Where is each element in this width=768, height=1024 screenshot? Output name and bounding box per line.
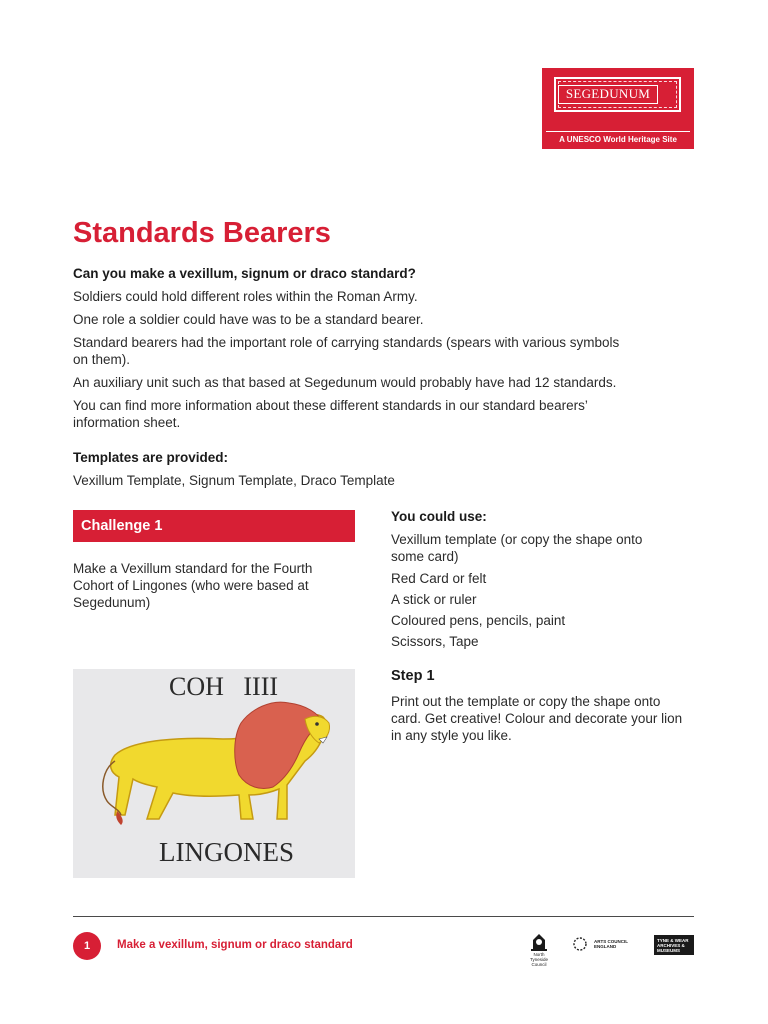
materials-heading: You could use: [391, 509, 487, 524]
templates-heading: Templates are provided: [73, 450, 229, 465]
tyne-wear-museums-logo [654, 935, 694, 955]
photo-bottom-text: LINGONES [159, 837, 294, 867]
intro-paragraph: You can find more information about these different standards in our standard bearers’ information sheet. [73, 398, 588, 430]
step1-heading: Step 1 [391, 668, 435, 684]
photo-top-text: COH IIII [169, 672, 279, 701]
footer-divider [73, 916, 694, 917]
partner-name: TYNE & WEAR ARCHIVES & MUSEUMS [657, 938, 689, 953]
arts-council-logo [572, 936, 636, 954]
partner-name: ARTS COUNCIL ENGLAND [594, 939, 628, 949]
challenge-label: Challenge 1 [81, 518, 163, 534]
templates-list: Vexillum Template, Signum Template, Draco Template [73, 473, 395, 488]
challenge-text: Make a Vexillum standard for the Fourth Cohort of Lingones (who were based at Segedunum) [73, 561, 313, 610]
materials-item: A stick or ruler [391, 592, 477, 607]
intro-question: Can you make a vexillum, signum or draco standard? [73, 266, 416, 281]
logo-name: SEGEDUNUM [558, 85, 658, 104]
north-tyneside-council-logo [524, 932, 554, 967]
logo-tagline: A UNESCO World Heritage Site [559, 135, 677, 144]
materials-item: Coloured pens, pencils, paint [391, 613, 566, 628]
page-number: 1 [73, 932, 101, 960]
intro-paragraph: One role a soldier could have was to be a standard bearer. [73, 312, 424, 327]
partner-name: North Tyneside Council [529, 952, 548, 967]
materials-item: Vexillum template (or copy the shape onto some card) [391, 532, 643, 564]
page-title: Standards Bearers [73, 217, 331, 249]
intro-paragraph: Soldiers could hold different roles within the Roman Army. [73, 289, 418, 304]
challenge-banner [73, 510, 355, 542]
lion-vexillum-photo [73, 669, 355, 878]
intro-paragraph: Standard bearers had the important role of carrying standards (spears with various symbols on them). [73, 335, 620, 367]
intro-paragraph: An auxiliary unit such as that based at Segedunum would probably have had 12 standards. [73, 375, 617, 390]
materials-item: Red Card or felt [391, 571, 487, 586]
step1-text: Print out the template or copy the shape onto card. Get creative! Colour and decorate your lion in any style you like. [391, 694, 683, 743]
logo-divider [546, 131, 690, 132]
materials-item: Scissors, Tape [391, 634, 479, 649]
footer-title: Make a vexillum, signum or draco standard [117, 939, 353, 951]
segedunum-logo [542, 68, 694, 149]
